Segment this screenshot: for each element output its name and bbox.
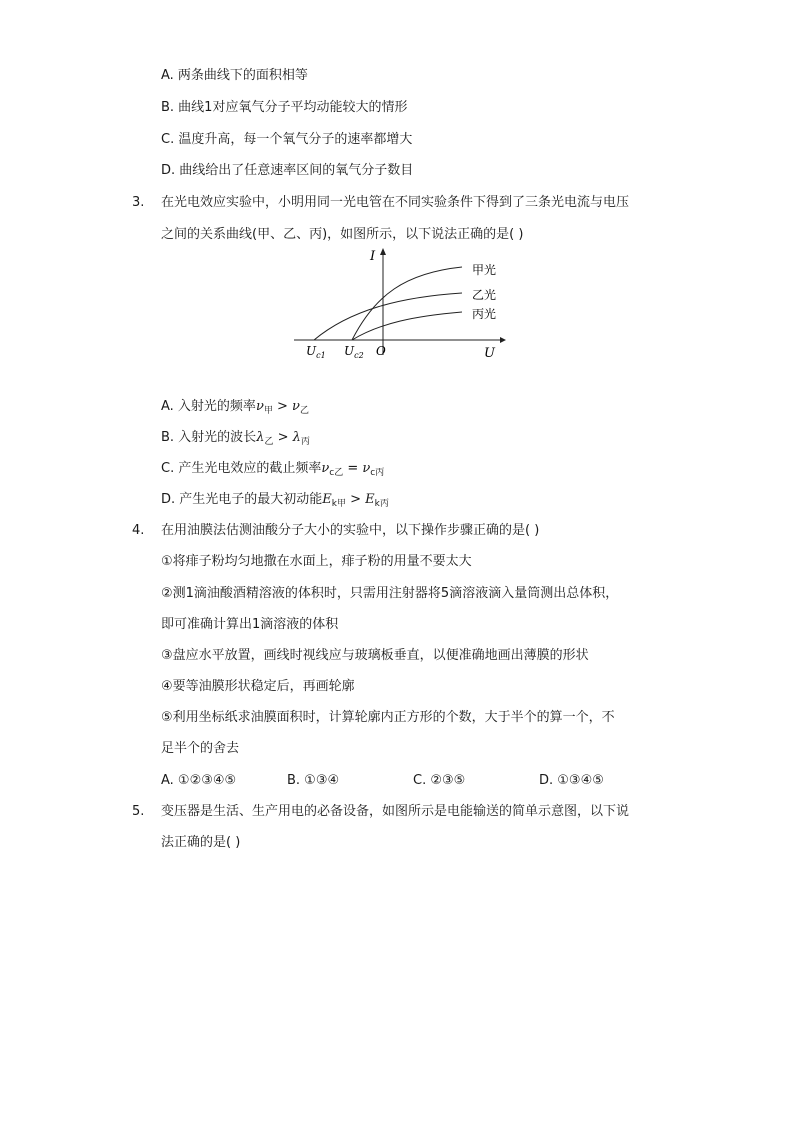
q4-stem: 在用油膜法估测油酸分子大小的实验中，以下操作步骤正确的是( ) <box>161 523 540 538</box>
q4-choice-c: C. ②③⑤ <box>413 773 466 788</box>
q3-option-b: B. 入射光的波长$\lambda_乙 > \lambda_丙$ <box>161 430 310 447</box>
q3-option-a: A. 入射光的频率$\nu_甲 > \nu_乙$ <box>161 399 309 416</box>
q5-stem-line1: 变压器是生活、生产用电的必备设备，如图所示是电能输送的简单示意图，以下说 <box>161 804 630 819</box>
q3-option-c: C. 产生光电效应的截止频率$\nu_{c乙} = \nu_{c丙}$ <box>161 461 385 478</box>
x-axis-arrow <box>500 337 506 343</box>
uc2-label: $U_{c2}$ <box>344 344 364 360</box>
q4-choice-b: B. ①③④ <box>287 773 340 788</box>
uc1-label: $U_{c1}$ <box>306 344 326 360</box>
q4-item-2: ②测1滴油酸酒精溶液的体积时，只需用注射器将5滴溶液滴入量筒测出总体积， <box>161 586 619 601</box>
q4-number: 4. <box>132 523 145 538</box>
q4-choice-d: D. ①③④⑤ <box>539 773 604 788</box>
q4-item-1: ①将痱子粉均匀地撒在水面上，痱子粉的用量不要太大 <box>161 554 472 569</box>
q5-stem-line2: 法正确的是( ) <box>161 835 241 850</box>
q3-stem-line2: 之间的关系曲线(甲、乙、丙)，如图所示，以下说法正确的是( ) <box>161 227 524 242</box>
q3-number: 3. <box>132 195 145 210</box>
q2-option-d: D. 曲线给出了任意速率区间的氧气分子数目 <box>161 163 414 178</box>
q4-item-2-cont: 即可准确计算出1滴溶液的体积 <box>161 617 339 632</box>
photoelectric-iu-graph <box>290 245 510 365</box>
q4-item-5: ⑤利用坐标纸求油膜面积时，计算轮廓内正方形的个数，大于半个的算一个，不 <box>161 710 615 725</box>
q2-option-c: C. 温度升高，每一个氧气分子的速率都增大 <box>161 132 413 147</box>
q2-option-a: A. 两条曲线下的面积相等 <box>161 68 308 83</box>
q2-option-b: B. 曲线1对应氧气分子平均动能较大的情形 <box>161 100 408 115</box>
curve-bing-label: 丙光 <box>472 307 497 321</box>
q5-number: 5. <box>132 804 145 819</box>
curve-jia <box>352 267 462 340</box>
q4-choice-a: A. ①②③④⑤ <box>161 773 237 788</box>
curve-bing <box>352 312 462 340</box>
y-axis-arrow <box>380 248 386 255</box>
curve-yi <box>314 293 462 340</box>
curve-yi-label: 乙光 <box>472 288 497 302</box>
origin-label: O <box>376 344 386 358</box>
y-axis-label: I <box>370 249 376 264</box>
q4-item-4: ④要等油膜形状稳定后，再画轮廓 <box>161 679 355 694</box>
curve-jia-label: 甲光 <box>472 263 497 277</box>
q4-item-3: ③盘应水平放置，画线时视线应与玻璃板垂直，以便准确地画出薄膜的形状 <box>161 648 589 663</box>
q4-item-5-cont: 足半个的舍去 <box>161 741 240 756</box>
q3-stem-line1: 在光电效应实验中，小明用同一光电管在不同实验条件下得到了三条光电流与电压 <box>161 195 630 210</box>
x-axis-label: U <box>484 346 495 361</box>
q3-option-d: D. 产生光电子的最大初动能$E_{k甲} > E_{k丙}$ <box>161 492 389 509</box>
